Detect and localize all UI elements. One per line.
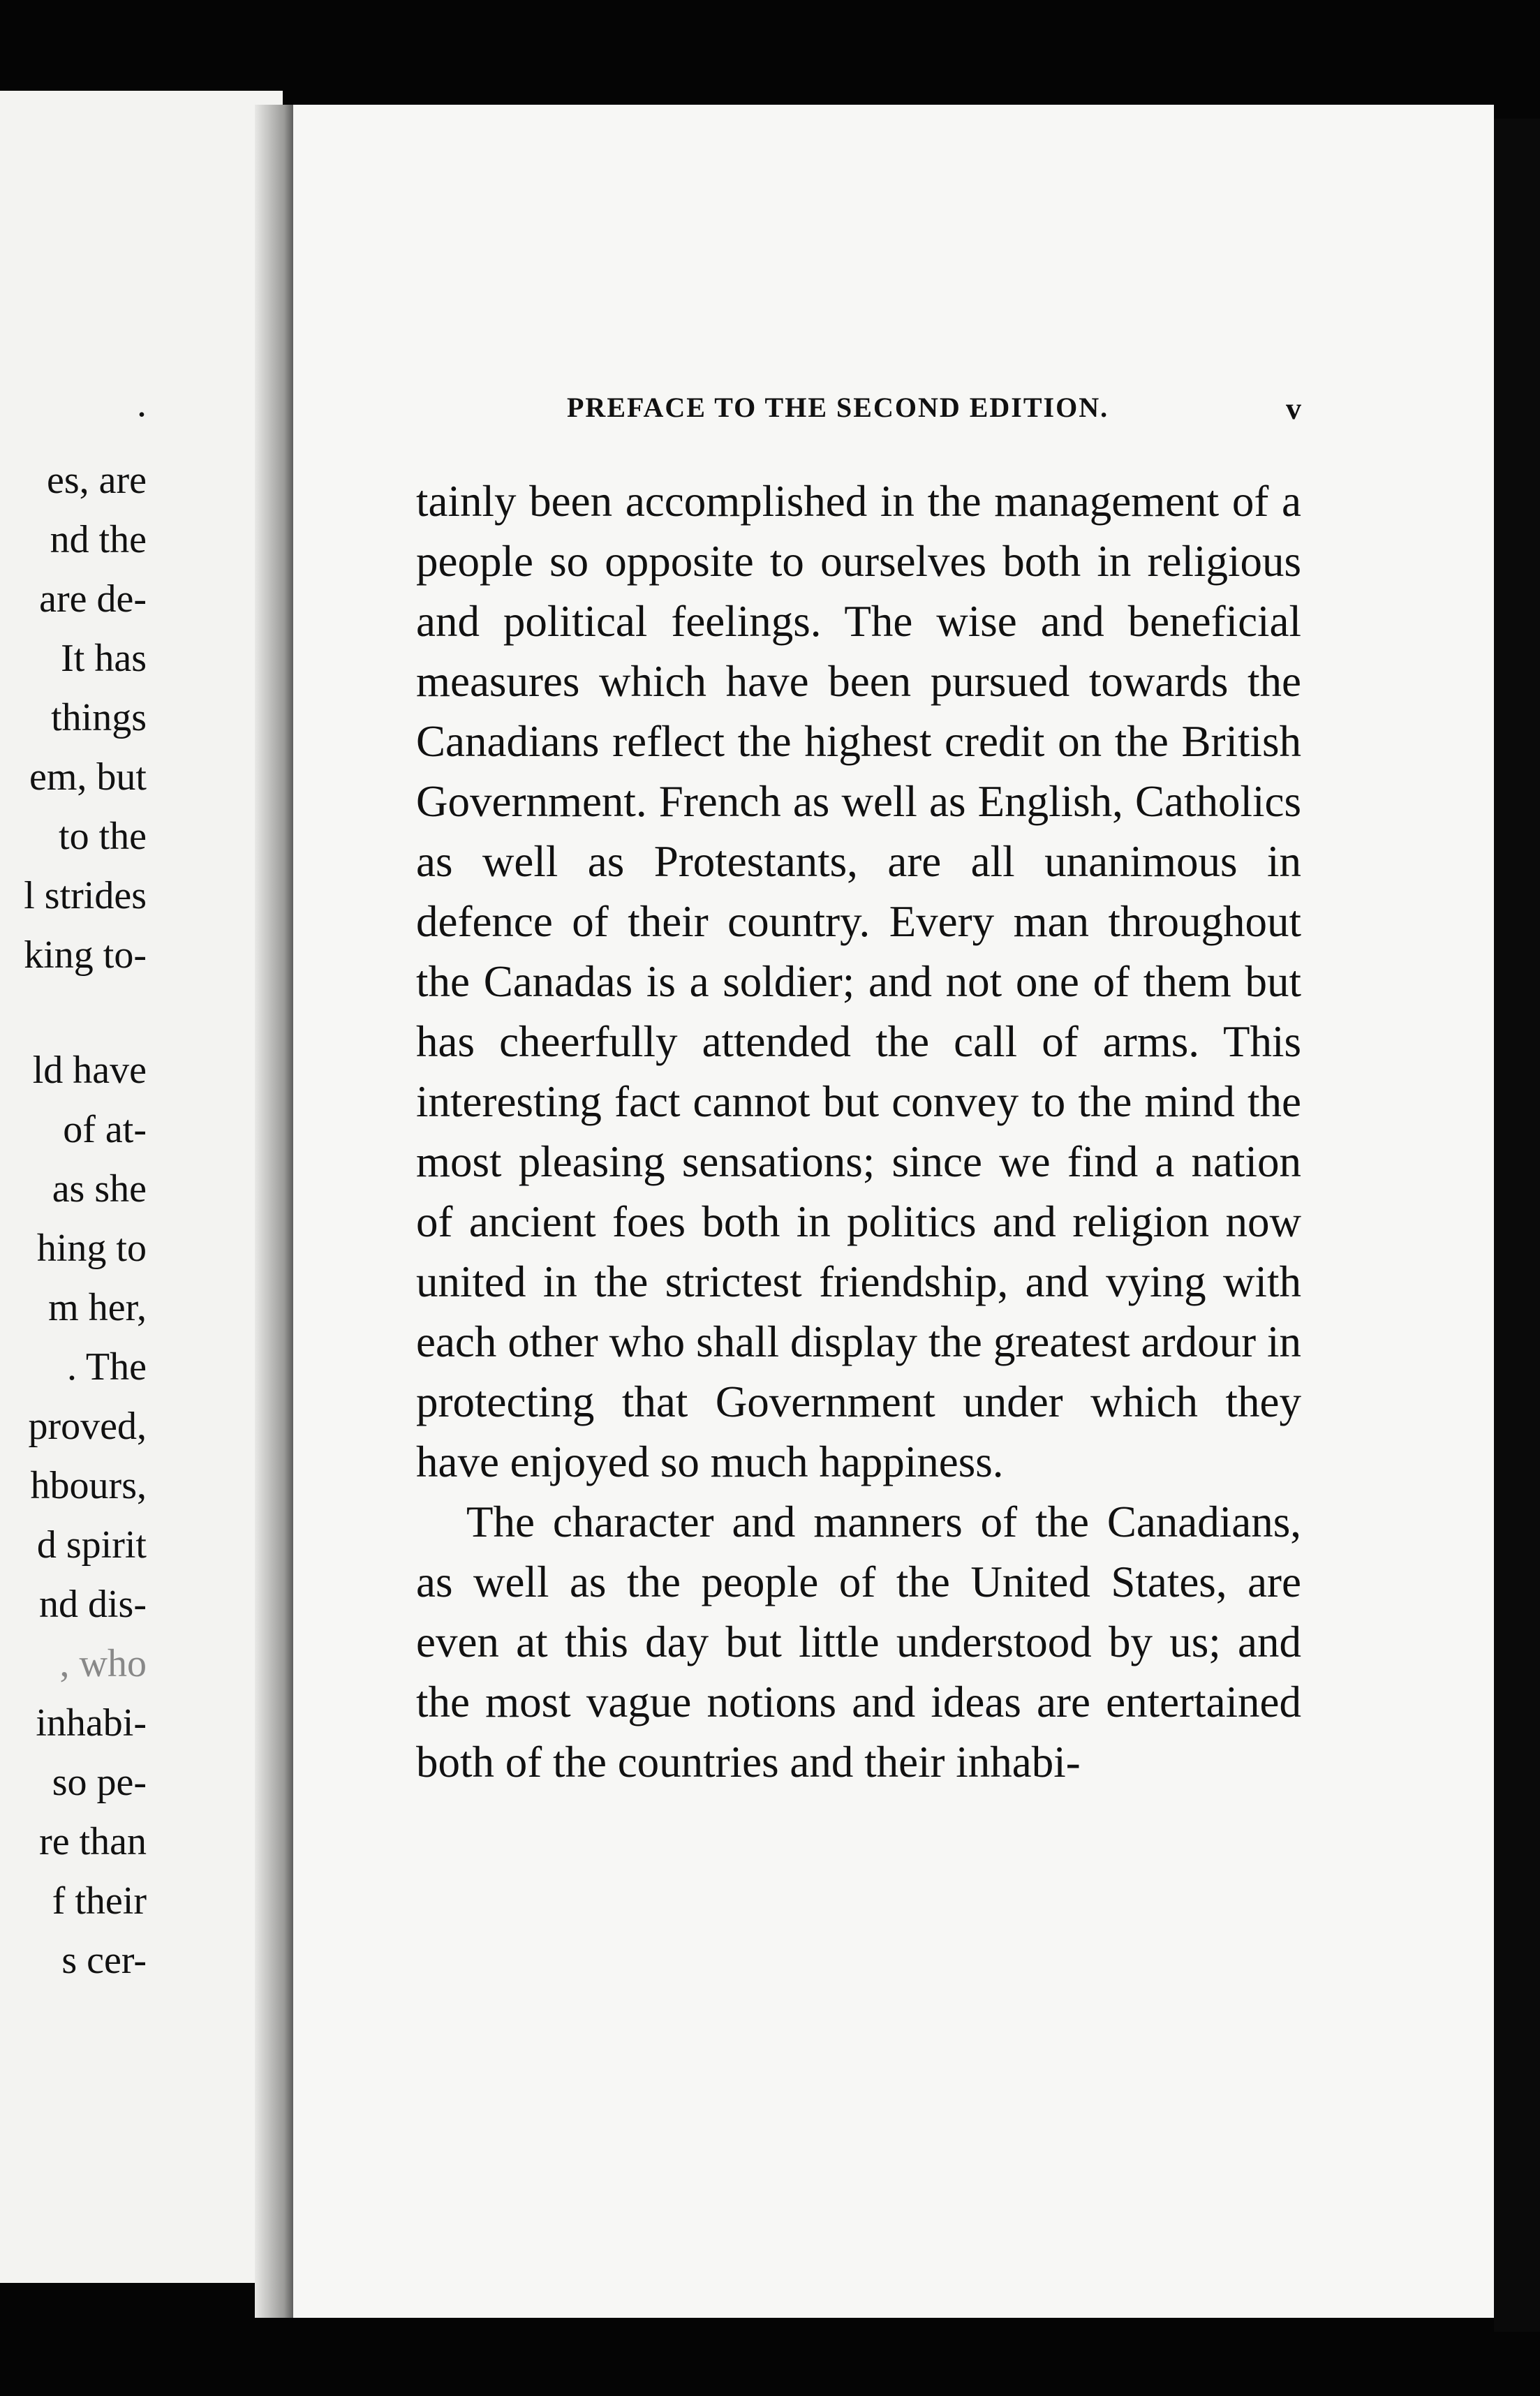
left-page-line: em, but	[29, 755, 147, 799]
left-page-line: l strides	[24, 874, 147, 917]
left-page	[0, 91, 283, 2283]
left-page-line: nd dis-	[39, 1583, 147, 1626]
running-header: PREFACE TO THE SECOND EDITION.	[567, 392, 1109, 423]
left-page-line: nd the	[50, 518, 147, 561]
body-text	[416, 471, 1301, 1792]
left-page-line: king to-	[24, 933, 147, 977]
left-page-line: hing to	[36, 1227, 147, 1270]
left-page-line: m her,	[48, 1286, 147, 1329]
paragraph-2: The character and manners of the Canadians, as well as the people of the United States, are even at this day but little understood by us; and the most vague notions and ideas are entertained both of the countries and their inhabi-	[416, 1498, 1301, 1787]
left-page-line: to the	[59, 815, 147, 858]
left-page-line: s cer-	[61, 1939, 147, 1982]
paragraph-1: tainly been accomplished in the management of a people so opposite to ourselves both in religious and political feelings. The wise and beneficial measures which have been pursued towards the Canadians reflect the highest credit on the British Government. French as well as English, Catholics as well as Protestants, are all unanimous in defence of their country. Every man throughout the Canadas is a soldier; and not one of them but has cheerfully attended the call of arms. This interesting fact cannot but convey to the mind the most pleasing sensations; since we find a nation of ancient foes both in politics and religion now united in the strictest friendship, and vying with each other who shall display the greatest ardour in protecting that Government under which they have enjoyed so much happiness.	[416, 477, 1301, 1486]
left-page-line: .	[137, 382, 147, 425]
left-page-line: proved,	[28, 1405, 147, 1448]
page-edge-shadow	[1494, 119, 1540, 2332]
left-page-line: es, are	[46, 459, 147, 502]
left-page-line: ld have	[32, 1049, 147, 1092]
left-page-line: of at-	[63, 1108, 147, 1151]
left-page-line: It has	[61, 637, 147, 680]
left-page-line: so pe-	[52, 1761, 147, 1804]
left-page-line: are de-	[39, 577, 147, 621]
page-number: v	[1286, 392, 1301, 426]
left-page-line: hbours,	[30, 1464, 147, 1507]
left-page-line: inhabi-	[36, 1701, 147, 1745]
left-page-line: f their	[52, 1879, 147, 1923]
left-page-line: re than	[39, 1820, 147, 1863]
left-page-line: as she	[52, 1167, 147, 1211]
left-page-line: d spirit	[36, 1523, 147, 1567]
left-page-line: things	[51, 696, 147, 739]
left-page-line: . The	[66, 1345, 147, 1389]
left-page-line: , who	[59, 1642, 147, 1685]
